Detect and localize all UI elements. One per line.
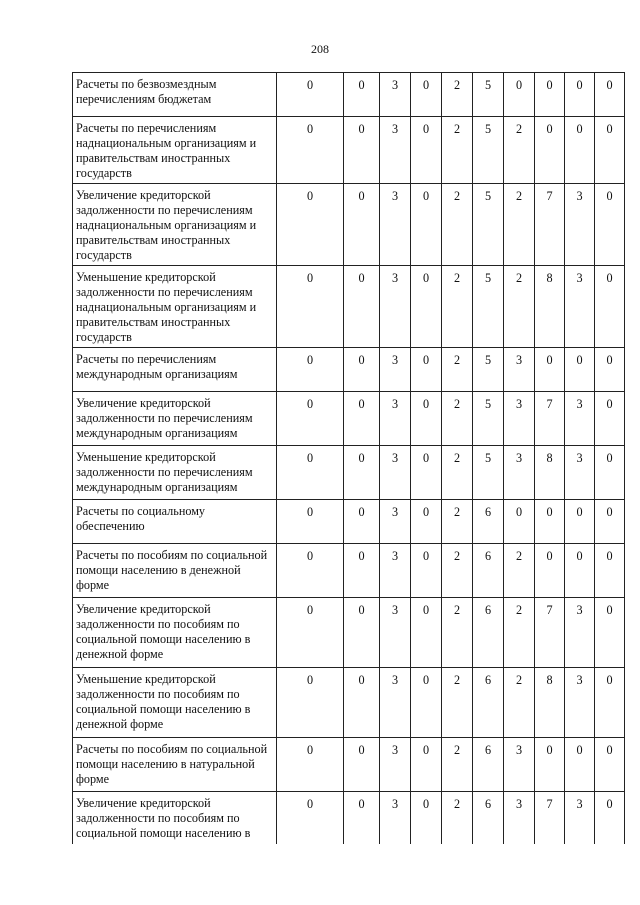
code-digit-6: 6 [473, 500, 504, 544]
code-digit-3: 3 [380, 392, 411, 446]
code-digit-10: 0 [595, 598, 625, 668]
code-digit-2: 0 [344, 500, 380, 544]
code-digit-1: 0 [277, 500, 344, 544]
code-digit-4: 0 [411, 117, 442, 184]
row-label: Увеличение кредиторской задолженности по пособиям по социальной помощи населению в [73, 792, 277, 844]
code-digit-1: 0 [277, 184, 344, 266]
table-row [73, 598, 625, 668]
code-digit-8: 7 [535, 392, 565, 446]
code-digit-5: 2 [442, 738, 473, 792]
code-digit-5: 2 [442, 792, 473, 844]
table-row [73, 184, 625, 266]
code-digit-9: 3 [565, 266, 595, 348]
row-label: Расчеты по пособиям по социальной помощи населению в денежной форме [73, 544, 277, 598]
code-digit-9: 3 [565, 392, 595, 446]
code-digit-8: 0 [535, 500, 565, 544]
code-digit-5: 2 [442, 598, 473, 668]
table-row [73, 348, 625, 392]
code-digit-6: 6 [473, 598, 504, 668]
table-row [73, 392, 625, 446]
code-digit-3: 3 [380, 266, 411, 348]
row-label: Расчеты по социальному обеспечению [73, 500, 277, 544]
code-digit-8: 0 [535, 544, 565, 598]
code-digit-2: 0 [344, 266, 380, 348]
code-digit-6: 6 [473, 738, 504, 792]
code-digit-4: 0 [411, 73, 442, 117]
code-digit-1: 0 [277, 738, 344, 792]
code-digit-10: 0 [595, 266, 625, 348]
code-digit-9: 3 [565, 446, 595, 500]
code-digit-4: 0 [411, 266, 442, 348]
code-digit-7: 3 [504, 348, 535, 392]
code-digit-3: 3 [380, 348, 411, 392]
code-digit-5: 2 [442, 500, 473, 544]
code-digit-7: 2 [504, 184, 535, 266]
code-digit-2: 0 [344, 446, 380, 500]
code-digit-5: 2 [442, 266, 473, 348]
code-digit-4: 0 [411, 184, 442, 266]
code-digit-10: 0 [595, 117, 625, 184]
row-label: Увеличение кредиторской задолженности по пособиям по социальной помощи населению в денежной форме [73, 598, 277, 668]
code-digit-5: 2 [442, 184, 473, 266]
code-digit-8: 8 [535, 266, 565, 348]
code-digit-9: 0 [565, 738, 595, 792]
code-digit-6: 5 [473, 117, 504, 184]
code-digit-5: 2 [442, 668, 473, 738]
code-digit-8: 0 [535, 73, 565, 117]
row-label: Увеличение кредиторской задолженности по перечислениям международным организациям [73, 392, 277, 446]
code-digit-8: 0 [535, 738, 565, 792]
code-digit-6: 6 [473, 792, 504, 844]
code-digit-4: 0 [411, 598, 442, 668]
row-label: Увеличение кредиторской задолженности по перечислениям наднациональным организациям и правительствам иностранных государств [73, 184, 277, 266]
code-digit-8: 8 [535, 668, 565, 738]
code-digit-3: 3 [380, 446, 411, 500]
code-digit-3: 3 [380, 184, 411, 266]
code-digit-10: 0 [595, 500, 625, 544]
code-digit-7: 2 [504, 668, 535, 738]
code-digit-5: 2 [442, 392, 473, 446]
row-label: Уменьшение кредиторской задолженности по перечислениям наднациональным организациям и правительствам иностранных государств [73, 266, 277, 348]
code-digit-9: 0 [565, 500, 595, 544]
row-label: Расчеты по перечислениям международным организациям [73, 348, 277, 392]
code-digit-3: 3 [380, 117, 411, 184]
code-digit-7: 3 [504, 792, 535, 844]
table-body [73, 73, 625, 844]
code-digit-9: 0 [565, 117, 595, 184]
code-digit-9: 3 [565, 668, 595, 738]
code-digit-4: 0 [411, 792, 442, 844]
code-digit-3: 3 [380, 792, 411, 844]
code-digit-6: 6 [473, 544, 504, 598]
code-digit-7: 3 [504, 446, 535, 500]
code-digit-4: 0 [411, 446, 442, 500]
code-digit-4: 0 [411, 738, 442, 792]
code-digit-7: 3 [504, 392, 535, 446]
code-digit-1: 0 [277, 117, 344, 184]
code-digit-2: 0 [344, 392, 380, 446]
code-digit-1: 0 [277, 668, 344, 738]
code-digit-1: 0 [277, 598, 344, 668]
row-label: Расчеты по безвозмездным перечислениям бюджетам [73, 73, 277, 117]
code-digit-7: 2 [504, 598, 535, 668]
code-digit-1: 0 [277, 73, 344, 117]
code-digit-4: 0 [411, 500, 442, 544]
code-digit-6: 6 [473, 668, 504, 738]
code-digit-6: 5 [473, 73, 504, 117]
code-digit-3: 3 [380, 544, 411, 598]
table-row [73, 73, 625, 117]
code-digit-10: 0 [595, 348, 625, 392]
code-digit-4: 0 [411, 668, 442, 738]
row-label: Уменьшение кредиторской задолженности по пособиям по социальной помощи населению в денежной форме [73, 668, 277, 738]
code-digit-1: 0 [277, 266, 344, 348]
code-digit-10: 0 [595, 792, 625, 844]
code-digit-9: 0 [565, 544, 595, 598]
code-digit-1: 0 [277, 544, 344, 598]
code-digit-8: 0 [535, 117, 565, 184]
code-digit-10: 0 [595, 668, 625, 738]
code-digit-2: 0 [344, 792, 380, 844]
code-digit-3: 3 [380, 738, 411, 792]
code-digit-6: 5 [473, 266, 504, 348]
code-digit-5: 2 [442, 117, 473, 184]
table-row [73, 266, 625, 348]
account-codes-table [72, 72, 625, 844]
code-digit-9: 0 [565, 348, 595, 392]
code-digit-4: 0 [411, 348, 442, 392]
code-digit-3: 3 [380, 598, 411, 668]
code-digit-10: 0 [595, 738, 625, 792]
code-digit-2: 0 [344, 73, 380, 117]
code-digit-7: 0 [504, 73, 535, 117]
code-digit-8: 0 [535, 348, 565, 392]
code-digit-6: 5 [473, 446, 504, 500]
code-digit-6: 5 [473, 392, 504, 446]
code-digit-5: 2 [442, 348, 473, 392]
table-row [73, 446, 625, 500]
table-row [73, 668, 625, 738]
code-digit-2: 0 [344, 668, 380, 738]
code-digit-2: 0 [344, 544, 380, 598]
code-digit-3: 3 [380, 668, 411, 738]
code-digit-10: 0 [595, 73, 625, 117]
code-digit-6: 5 [473, 184, 504, 266]
code-digit-9: 3 [565, 184, 595, 266]
code-digit-7: 3 [504, 738, 535, 792]
code-digit-2: 0 [344, 738, 380, 792]
code-digit-4: 0 [411, 544, 442, 598]
code-digit-2: 0 [344, 117, 380, 184]
code-digit-8: 7 [535, 598, 565, 668]
code-digit-7: 2 [504, 117, 535, 184]
code-digit-2: 0 [344, 598, 380, 668]
table-row [73, 792, 625, 844]
code-digit-7: 0 [504, 500, 535, 544]
code-digit-8: 7 [535, 792, 565, 844]
row-label: Расчеты по перечислениям наднациональным организациям и правительствам иностранных государств [73, 117, 277, 184]
table-row [73, 117, 625, 184]
row-label: Уменьшение кредиторской задолженности по перечислениям международным организациям [73, 446, 277, 500]
code-digit-5: 2 [442, 73, 473, 117]
code-digit-1: 0 [277, 792, 344, 844]
code-digit-9: 3 [565, 792, 595, 844]
code-digit-9: 0 [565, 73, 595, 117]
code-digit-5: 2 [442, 446, 473, 500]
code-digit-7: 2 [504, 266, 535, 348]
code-digit-5: 2 [442, 544, 473, 598]
code-digit-1: 0 [277, 392, 344, 446]
code-digit-4: 0 [411, 392, 442, 446]
code-digit-8: 8 [535, 446, 565, 500]
code-digit-3: 3 [380, 73, 411, 117]
code-digit-10: 0 [595, 392, 625, 446]
row-label: Расчеты по пособиям по социальной помощи населению в натуральной форме [73, 738, 277, 792]
table-row [73, 500, 625, 544]
code-digit-3: 3 [380, 500, 411, 544]
code-digit-1: 0 [277, 348, 344, 392]
table-row [73, 738, 625, 792]
code-digit-10: 0 [595, 544, 625, 598]
code-digit-2: 0 [344, 348, 380, 392]
code-digit-6: 5 [473, 348, 504, 392]
code-digit-1: 0 [277, 446, 344, 500]
page-number: 208 [311, 42, 329, 56]
code-digit-9: 3 [565, 598, 595, 668]
code-digit-8: 7 [535, 184, 565, 266]
code-digit-7: 2 [504, 544, 535, 598]
code-digit-2: 0 [344, 184, 380, 266]
table-row [73, 544, 625, 598]
code-digit-10: 0 [595, 184, 625, 266]
code-digit-10: 0 [595, 446, 625, 500]
